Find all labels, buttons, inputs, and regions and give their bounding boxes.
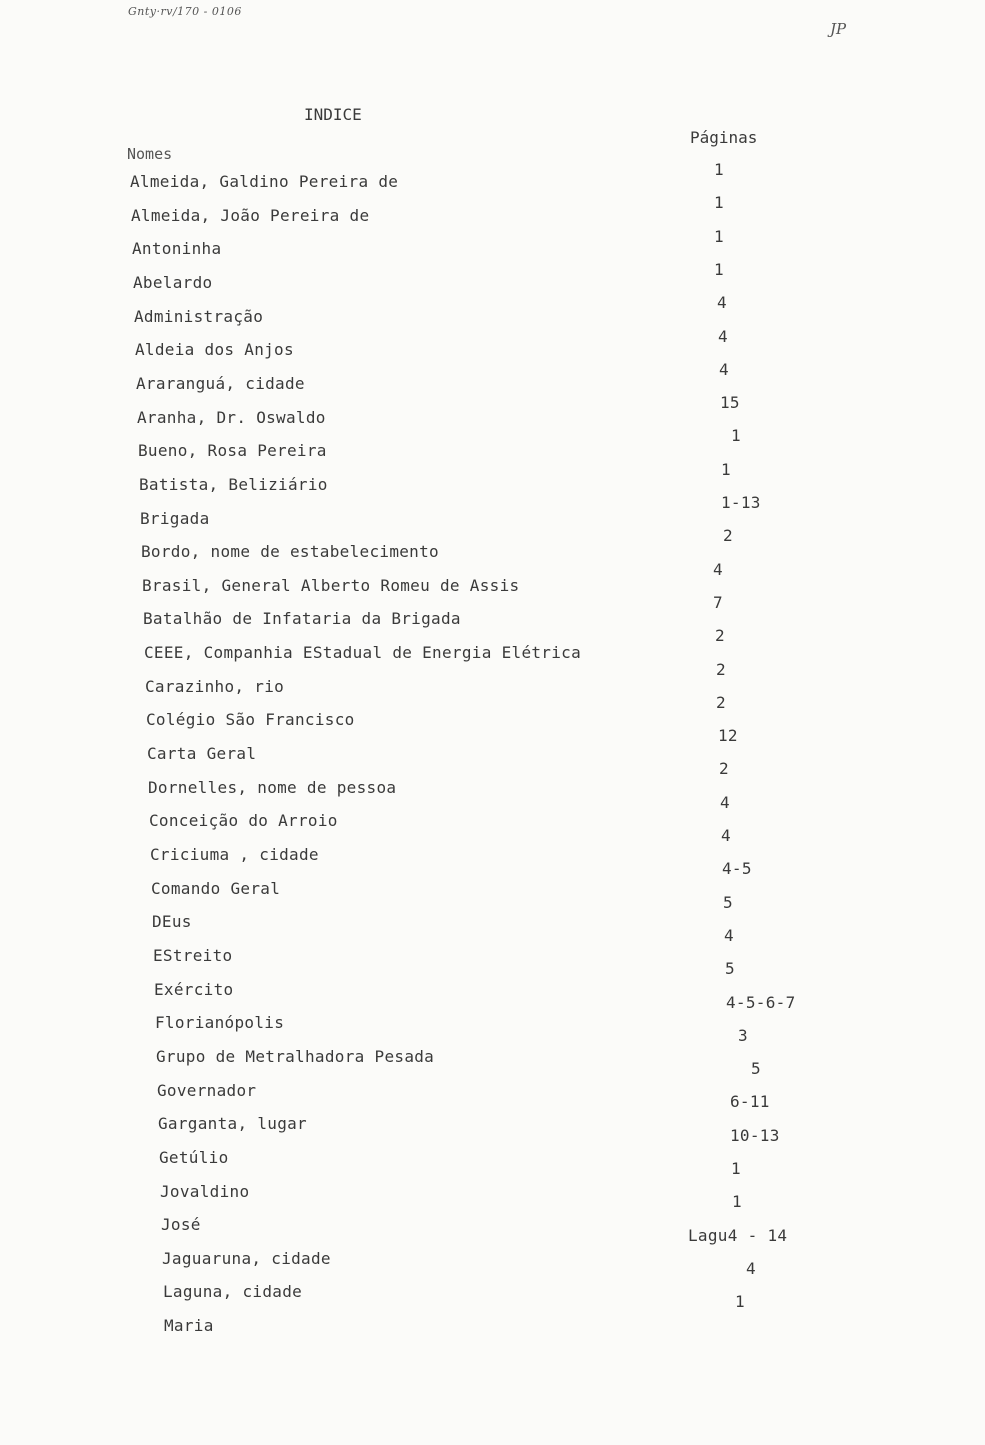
entry-page-number: 5 xyxy=(751,1059,761,1079)
entry-name: Almeida, Galdino Pereira de xyxy=(130,172,399,191)
entry-page-number: 1 xyxy=(735,1292,745,1312)
entry-page-number: 1 xyxy=(732,1192,742,1212)
entry-name: Aldeia dos Anjos xyxy=(135,340,294,360)
entry-name: Batista, Beliziário xyxy=(139,474,328,494)
entry-name: Garganta, lugar xyxy=(158,1114,307,1134)
entry-page-number: 2 xyxy=(719,759,729,779)
entry-name: José xyxy=(161,1215,201,1235)
entry-page-number: 1 xyxy=(731,426,741,446)
entry-page-number: 4-5-6-7 xyxy=(726,992,796,1012)
entry-name: Carazinho, rio xyxy=(145,676,285,696)
entry-page-number: 12 xyxy=(718,726,738,746)
entry-name: Getúlio xyxy=(159,1147,229,1167)
entry-page-number: 4 xyxy=(713,559,723,579)
entry-name: Almeida, João Pereira de xyxy=(131,205,370,225)
entry-name: Dornelles, nome de pessoa xyxy=(148,777,397,797)
entry-page-number: 4-5 xyxy=(722,859,752,879)
entry-page-number: 1 xyxy=(714,226,724,246)
page-title: INDICE xyxy=(304,105,362,124)
entry-name: Jaguaruna, cidade xyxy=(162,1248,331,1268)
entry-name: Batalhão de Infataria da Brigada xyxy=(143,609,461,629)
entry-page-number: 4 xyxy=(724,925,734,945)
entry-name: Maria xyxy=(164,1316,214,1336)
entry-name: Bordo, nome de estabelecimento xyxy=(141,542,439,562)
entry-name: Colégio São Francisco xyxy=(146,710,355,730)
entry-page-number: Lagu4 - 14 xyxy=(688,1225,788,1245)
entry-page-number: 4 xyxy=(746,1258,756,1278)
entry-page-number: 1 xyxy=(731,1159,741,1178)
names-column-heading: Nomes xyxy=(127,145,173,163)
entry-page-number: 2 xyxy=(716,659,726,679)
entry-name: Criciuma , cidade xyxy=(150,845,319,864)
pages-column-heading: Páginas xyxy=(690,128,758,147)
entry-name: Conceição do Arroio xyxy=(149,811,338,831)
entry-name: Grupo de Metralhadora Pesada xyxy=(156,1046,435,1066)
entry-page-number: 2 xyxy=(723,526,733,546)
entry-name: Aranha, Dr. Oswaldo xyxy=(137,407,326,427)
entry-page-number: 2 xyxy=(716,692,726,712)
entry-page-number: 5 xyxy=(725,959,735,979)
entry-page-number: 3 xyxy=(738,1025,748,1045)
entry-page-number: 1 xyxy=(714,160,724,179)
entry-name: CEEE, Companhia EStadual de Energia Elétrica xyxy=(144,643,582,663)
entry-name: Jovaldino xyxy=(160,1181,250,1201)
entry-page-number: 10-13 xyxy=(730,1125,780,1145)
entry-name: Laguna, cidade xyxy=(163,1282,303,1302)
entry-page-number: 1 xyxy=(721,459,731,479)
entry-name: Florianópolis xyxy=(155,1013,285,1033)
entry-name: Carta Geral xyxy=(147,744,257,764)
entry-page-number: 2 xyxy=(715,626,725,646)
entry-name: Comando Geral xyxy=(151,878,281,898)
entry-name: Abelardo xyxy=(133,272,213,292)
entry-name: EStreito xyxy=(153,945,233,965)
entry-name: Bueno, Rosa Pereira xyxy=(138,441,327,461)
entry-name: Araranguá, cidade xyxy=(136,373,305,393)
entry-name: Antoninha xyxy=(132,239,222,259)
entry-page-number: 4 xyxy=(717,293,727,313)
entry-page-number: 1 xyxy=(714,259,724,279)
handwritten-initials: JP xyxy=(830,20,847,38)
entry-name: Brasil, General Alberto Romeu de Assis xyxy=(142,575,520,595)
entry-page-number: 1-13 xyxy=(721,493,761,512)
entry-page-number: 4 xyxy=(721,826,731,845)
archive-code: Gnty·rv/170 - 0106 xyxy=(128,5,242,18)
entry-page-number: 1 xyxy=(714,193,724,213)
entry-page-number: 5 xyxy=(723,892,733,912)
entry-page-number: 4 xyxy=(719,359,729,379)
entry-page-number: 15 xyxy=(720,393,740,413)
entry-name: Brigada xyxy=(140,508,210,528)
entry-name: DEus xyxy=(152,912,192,932)
entry-page-number: 7 xyxy=(713,592,723,612)
entry-name: Governador xyxy=(157,1080,257,1100)
entry-page-number: 4 xyxy=(718,326,728,346)
entry-page-number: 4 xyxy=(720,792,730,812)
entry-page-number: 6-11 xyxy=(730,1092,770,1112)
entry-name: Administração xyxy=(134,306,264,326)
entry-name: Exército xyxy=(154,979,234,999)
